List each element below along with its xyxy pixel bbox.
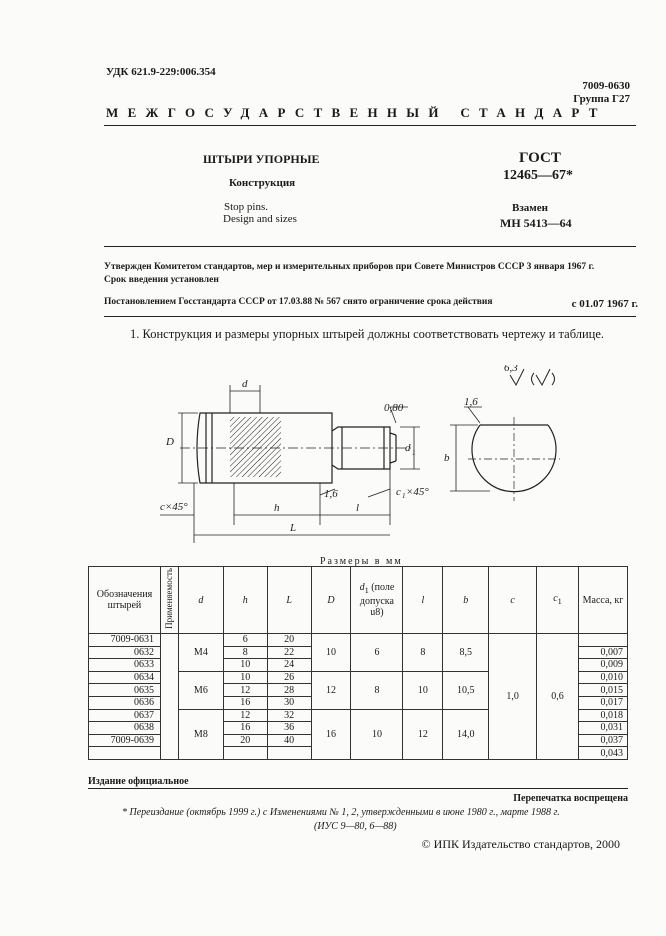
dim-b: b — [444, 452, 450, 464]
stop-pin-drawing — [150, 365, 640, 553]
dim-l: l — [356, 502, 360, 514]
subtitle-ru: Конструкция — [229, 177, 296, 189]
row-h: 10 — [223, 671, 267, 684]
row-mass: 0,037 — [578, 734, 627, 747]
header-D: D — [311, 567, 351, 634]
udk-code: УДК 621.9-229:006.354 — [106, 66, 216, 78]
header-d1-sub: 1 — [364, 586, 369, 595]
row-h: 10 — [223, 659, 267, 672]
row-L: 36 — [267, 722, 311, 735]
dim-d1: d — [405, 442, 411, 454]
standard-banner: МЕЖГОСУДАРСТВЕННЫЙ СТАНДАРТ — [106, 105, 607, 120]
group-d: M4 — [178, 634, 223, 672]
group-d1: 8 — [351, 671, 403, 709]
row-mass: 0,017 — [578, 696, 627, 709]
resolution: Постановлением Госстандарта СССР от 17.03.88 № 567 снято ограничение срока действия — [104, 297, 493, 307]
chamfer-c1-tail: ×45° — [406, 486, 429, 498]
row-h: 8 — [223, 646, 267, 659]
chamfer-c: c×45° — [160, 501, 188, 513]
row-code: 0634 — [89, 671, 161, 684]
official-edition: Издание официальное — [88, 776, 189, 787]
approved-line2: Срок введения установлен — [104, 275, 219, 285]
footnote-1: * Переиздание (октябрь 1999 г.) с Изменениями № 1, 2, утвержденными в июне 1980 г., марте 1988 г. — [122, 807, 560, 818]
reprint-notice: Перепечатка воспрещена — [513, 793, 628, 804]
roughness-main-label: 6,3 — [504, 365, 518, 374]
end-view — [450, 407, 560, 501]
rough-16b: 1,6 — [464, 396, 478, 408]
row-h: 12 — [223, 709, 267, 722]
group-D: 10 — [311, 634, 351, 672]
header-d1-cell — [351, 567, 403, 634]
group-l: 12 — [403, 709, 443, 759]
row-h: 16 — [223, 696, 267, 709]
header-h: h — [223, 567, 267, 634]
gost-number: 12465—67* — [503, 168, 573, 183]
rough-080: 0,80 — [384, 402, 404, 414]
group-l: 10 — [403, 671, 443, 709]
row-code: 7009-0639 — [89, 734, 161, 747]
footer-rule — [88, 788, 628, 789]
applicability-cell — [160, 634, 178, 760]
header-c1: c — [553, 593, 558, 604]
clause-1: 1. Конструкция и размеры упорных штырей должны соответствовать чертежу и таблице. — [130, 327, 605, 341]
header-c: c — [489, 567, 537, 634]
row-h: 12 — [223, 684, 267, 697]
gost-label: ГОСТ — [519, 150, 561, 166]
rough-16a: 1,6 — [324, 488, 338, 500]
row-mass: 0,015 — [578, 684, 627, 697]
row-L: 20 — [267, 634, 311, 647]
row-mass: 0,031 — [578, 722, 627, 735]
dim-D: D — [166, 436, 174, 448]
table-header-row — [89, 567, 628, 634]
row-h: 6 — [223, 634, 267, 647]
header-designation: Обозначения штырей — [89, 567, 161, 634]
dim-d: d — [242, 378, 248, 390]
row-code: 0633 — [89, 659, 161, 672]
title-ru: ШТЫРИ УПОРНЫЕ — [203, 152, 320, 166]
table-row — [89, 634, 628, 647]
row-h: 20 — [223, 734, 267, 747]
footnote-2: (ИУС 9—80, 6—88) — [314, 821, 397, 832]
row-mass: 0,018 — [578, 709, 627, 722]
group-b: 8,5 — [443, 634, 489, 672]
c1-value: 0,6 — [537, 634, 579, 760]
row-mass: 0,010 — [578, 671, 627, 684]
approval-rule — [104, 316, 636, 317]
row-mass: 0,009 — [578, 659, 627, 672]
row-L: 30 — [267, 696, 311, 709]
row-mass: 0,043 — [578, 747, 627, 760]
dim-L: L — [290, 522, 297, 534]
table-caption: Размеры в мм — [320, 556, 403, 567]
header-d1-note: (поле допуска u8) — [359, 582, 395, 618]
row-code: 7009-0631 — [89, 634, 161, 647]
group-D: 16 — [311, 709, 351, 759]
header-L: L — [267, 567, 311, 634]
group-d: M8 — [178, 709, 223, 759]
row-code: 0638 — [89, 722, 161, 735]
header-mass: Масса, кг — [578, 567, 627, 634]
row-mass — [578, 634, 627, 647]
row-mass: 0,007 — [578, 646, 627, 659]
row-code: 0635 — [89, 684, 161, 697]
group-d1: 6 — [351, 634, 403, 672]
group-label: Группа Г27 — [573, 93, 630, 105]
row-code: 0637 — [89, 709, 161, 722]
title-en-line2: Design and sizes — [223, 213, 297, 225]
row-code: 0632 — [89, 646, 161, 659]
group-b: 10,5 — [443, 671, 489, 709]
row-code: 0636 — [89, 696, 161, 709]
sizes-table — [88, 566, 628, 760]
row-L: 22 — [267, 646, 311, 659]
header-b: b — [443, 567, 489, 634]
replace-number: МН 5413—64 — [500, 216, 572, 230]
row-L: 26 — [267, 671, 311, 684]
reference-code: 7009-0630 — [582, 80, 630, 92]
group-b: 14,0 — [443, 709, 489, 759]
group-l: 8 — [403, 634, 443, 672]
group-D: 12 — [311, 671, 351, 709]
dim-h: h — [274, 502, 280, 514]
row-L: 32 — [267, 709, 311, 722]
row-h — [223, 747, 267, 760]
header-d: d — [178, 567, 223, 634]
row-L — [267, 747, 311, 760]
header-l: l — [403, 567, 443, 634]
row-L: 28 — [267, 684, 311, 697]
title-rule — [104, 246, 636, 247]
row-L: 40 — [267, 734, 311, 747]
chamfer-c1-sub: 1 — [402, 492, 406, 500]
title-en-line1: Stop pins. — [224, 201, 269, 213]
header-applicability-cell — [160, 567, 178, 634]
header-c1-cell — [537, 567, 579, 634]
row-h: 16 — [223, 722, 267, 735]
approved-line1: Утвержден Комитетом стандартов, мер и измерительных приборов при Совете Министров СССР 3 января 1967 г. — [104, 262, 595, 272]
header-c1-sub: 1 — [557, 597, 562, 606]
header-rule — [104, 125, 636, 126]
chamfer-c1: c — [396, 486, 401, 498]
group-d: M6 — [178, 671, 223, 709]
dim-d1-sub: 1 — [412, 449, 416, 457]
row-code — [89, 747, 161, 760]
header-applicability: Применяемость — [163, 568, 174, 629]
approved-date: с 01.07 1967 г. — [571, 298, 638, 310]
row-L: 24 — [267, 659, 311, 672]
group-d1: 10 — [351, 709, 403, 759]
c-value: 1,0 — [489, 634, 537, 760]
copyright: © ИПК Издательство стандартов, 2000 — [421, 837, 620, 851]
replace-label: Взамен — [512, 202, 548, 214]
header-d1: d — [359, 582, 365, 593]
